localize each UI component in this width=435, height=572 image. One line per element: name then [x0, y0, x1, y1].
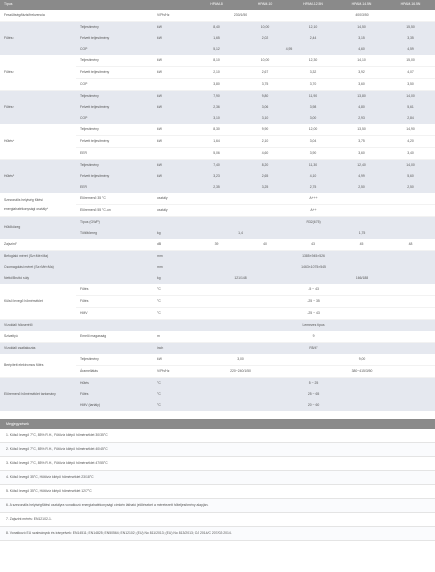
type-label: Típus: [0, 0, 192, 10]
value: 3,35: [386, 33, 435, 44]
value: 48: [386, 239, 435, 251]
model-header: HPAM-8: [192, 0, 241, 10]
value: A+++: [192, 193, 435, 205]
value: 25 ~ 65: [192, 389, 435, 400]
table-row: [0, 284, 435, 296]
value: 3,06: [241, 102, 289, 113]
note-item: 6. A szezonális helyiségfűtési osztályra vonatkozó energiahatékonysági címkén látható jelöléseket a méretezett hőteljesítmény alapján.: [0, 499, 435, 513]
table-row: [0, 91, 435, 103]
value: 43: [289, 239, 337, 251]
note-item: 1. Külső levegő 7°C, 85% R.H., Fűtővíz kilépő hőmérséklet 30/35°C: [0, 429, 435, 443]
value: 5,61: [386, 102, 435, 113]
unit: [153, 44, 192, 55]
table-row: [0, 239, 435, 251]
unit: osztály: [153, 193, 192, 205]
value: 3,75: [241, 79, 289, 91]
value: 2,84: [386, 113, 435, 124]
value: 10,00: [241, 22, 289, 34]
unit: kW: [153, 354, 192, 366]
value: 2,93: [337, 113, 386, 124]
energy-label-line: energiahatékonysági osztály⁶: [4, 206, 49, 211]
value: 1,75: [289, 228, 435, 239]
table-row: [0, 320, 435, 332]
value: 4,60: [241, 148, 289, 160]
unit: kW: [153, 124, 192, 136]
table-row: [0, 378, 435, 390]
value: 3,10: [192, 113, 241, 124]
group-label: Fűtés¹: [0, 22, 76, 56]
value: 121/148: [192, 273, 289, 284]
unit: mm: [153, 262, 192, 273]
value: 3,10: [241, 113, 289, 124]
value: 1,65: [192, 33, 241, 44]
row-label: Csomagolási méret (Sz×Mé×Ma): [0, 262, 153, 273]
unit: kW: [153, 55, 192, 67]
value: 4,60: [337, 44, 386, 55]
value: 9,80: [241, 91, 289, 103]
unit: [153, 217, 192, 229]
group-label: Fűtés²: [0, 55, 76, 91]
model-header: HPAM-14.5N: [337, 0, 386, 10]
value: 3,60: [337, 148, 386, 160]
row-label: Fűtés: [76, 284, 153, 296]
value: 1385×945×526: [192, 251, 435, 263]
table-row: [0, 251, 435, 263]
value: 14,50: [337, 22, 386, 34]
unit: dB: [153, 239, 192, 251]
table-header-row: [0, 0, 435, 10]
value: -25 ~ 43: [192, 308, 435, 320]
value: 2,44: [289, 33, 337, 44]
table-row: [0, 160, 435, 172]
value: 13,80: [337, 91, 386, 103]
note-item: 2. Külső levegő 7°C, 85% R.H., Fűtővíz kilépő hőmérséklet 40/45°C: [0, 443, 435, 457]
value: 14,00: [386, 91, 435, 103]
value: 400/3/50: [289, 10, 435, 22]
row-label: Teljesítmény: [76, 91, 153, 103]
value: 3,32: [289, 67, 337, 79]
supply-label: Feszültség/fázis/frekvencia: [0, 10, 153, 22]
unit: kW: [153, 67, 192, 79]
notes-title: Megjegyzések: [0, 419, 435, 429]
value: 1,4: [192, 228, 289, 239]
value: 7,90: [192, 91, 241, 103]
unit: °C: [153, 296, 192, 308]
note-item: 4. Külső levegő 35°C, Hűtővíz kilépő hőmérséklet 23/18°C: [0, 471, 435, 485]
unit: °C: [153, 400, 192, 411]
unit: kW: [153, 22, 192, 34]
row-label: COP: [76, 79, 153, 91]
value: 12,10: [289, 22, 337, 34]
value: 3,23: [192, 171, 241, 182]
value: 4,80: [337, 102, 386, 113]
row-label: Teljesítmény: [76, 124, 153, 136]
value: 166/188: [289, 273, 435, 284]
unit: kW: [153, 102, 192, 113]
table-row: [0, 262, 435, 273]
value: 13,50: [337, 124, 386, 136]
unit: kg: [153, 228, 192, 239]
value: 14,90: [386, 124, 435, 136]
value: 3,90: [289, 148, 337, 160]
unit: kW: [153, 33, 192, 44]
row-label: Fűtés: [76, 389, 153, 400]
value: -5 ~ 43: [192, 284, 435, 296]
value: 2,36: [192, 102, 241, 113]
value: 4,99: [337, 171, 386, 182]
unit: V/Ph/Hz: [153, 10, 192, 22]
row-label: Előremenő 55 °C-on: [76, 205, 153, 217]
value: 5,60: [386, 171, 435, 182]
value: 8,20: [241, 160, 289, 172]
unit: [153, 148, 192, 160]
unit: [153, 113, 192, 124]
row-label: Fűtés: [76, 296, 153, 308]
value: 45: [337, 239, 386, 251]
unit: kW: [153, 91, 192, 103]
row-label: Felvett teljesítmény: [76, 136, 153, 148]
value: 4,20: [386, 136, 435, 148]
value: 7,40: [192, 160, 241, 172]
value: 9,00: [289, 354, 435, 366]
model-header: HPAM-10: [241, 0, 289, 10]
value: 3,15: [337, 33, 386, 44]
row-label: HMV: [76, 308, 153, 320]
row-label: Típus (GWP): [76, 217, 153, 229]
value: 3,98: [289, 102, 337, 113]
row-label: EER: [76, 182, 153, 193]
value: 4,95: [241, 44, 337, 55]
table-row: [0, 217, 435, 229]
value: 2,02: [241, 33, 289, 44]
value: 3,75: [337, 136, 386, 148]
value: 10,00: [241, 55, 289, 67]
table-row: [0, 343, 435, 355]
unit: osztály: [153, 205, 192, 217]
value: 3,25: [241, 182, 289, 193]
table-row: [0, 354, 435, 366]
unit: V/Ph/Hz: [153, 366, 192, 378]
value: 3,80: [192, 79, 241, 91]
row-label: Zajszint⁷: [0, 239, 153, 251]
value: 4,07: [386, 67, 435, 79]
table-row: [0, 331, 435, 343]
unit: m: [153, 331, 192, 343]
row-label: Vízoldali hőcserélő: [0, 320, 192, 332]
unit: mm: [153, 251, 192, 263]
value: -25 ~ 35: [192, 296, 435, 308]
value: 3,00: [289, 113, 337, 124]
value: 15,00: [386, 55, 435, 67]
group-label: Külső levegő hőmérséklet: [0, 284, 76, 320]
row-label: Vízoldali csatlakozás: [0, 343, 153, 355]
notes-section: [0, 419, 435, 541]
value: 3,92: [337, 67, 386, 79]
unit: [153, 79, 192, 91]
value: 3,40: [386, 148, 435, 160]
value: 380~415/3/50: [289, 366, 435, 378]
value: 2,10: [192, 67, 241, 79]
row-label: Előremenő 35 °C: [76, 193, 153, 205]
row-label: Hűtés: [76, 378, 153, 390]
row-label: Emelő magasság: [76, 331, 153, 343]
note-item: 8. Vonatkozó EU szabványok és irányelvek: EN14511; EN14825; EN50564; EN12102; (EU) No 811/2013; (EU) No 813/2013; OJ 2014/C 207/02:2014.: [0, 527, 435, 541]
value: R5/4": [192, 343, 435, 355]
value: 15,50: [386, 22, 435, 34]
row-label: Teljesítmény: [76, 354, 153, 366]
group-label: Fűtés³: [0, 91, 76, 125]
value: 11,90: [289, 91, 337, 103]
note-item: 7. Zajszint mérés: EN12102-1.: [0, 513, 435, 527]
value: 12,40: [337, 160, 386, 172]
value: 9: [192, 331, 435, 343]
value: 1,64: [192, 136, 241, 148]
table-row: [0, 22, 435, 34]
value: 4,59: [386, 44, 435, 55]
unit: kW: [153, 160, 192, 172]
table-row: [0, 193, 435, 205]
value: 1463×1075×545: [192, 262, 435, 273]
row-label: COP: [76, 113, 153, 124]
table-row: [0, 55, 435, 67]
group-label: Hűtés⁴: [0, 124, 76, 160]
value: 5 ~ 25: [192, 378, 435, 390]
unit: kW: [153, 171, 192, 182]
value: 11,30: [289, 160, 337, 172]
supply-row: [0, 10, 435, 22]
note-item: 3. Külső levegő 7°C, 85% R.H., Fűtővíz kilépő hőmérséklet 47/55°C: [0, 457, 435, 471]
row-label: Felvett teljesítmény: [76, 102, 153, 113]
unit: °C: [153, 284, 192, 296]
value: 40: [241, 239, 289, 251]
value: 3,00: [192, 354, 289, 366]
value: 2,50: [337, 182, 386, 193]
unit: kg: [153, 273, 192, 284]
table-row: [0, 273, 435, 284]
unit: kW: [153, 136, 192, 148]
row-label: Befoglaló méret (Sz×Mé×Ma): [0, 251, 153, 263]
group-label: [0, 193, 76, 217]
row-label: Felvett teljesítmény: [76, 67, 153, 79]
row-label: EER: [76, 148, 153, 160]
group-label: Hűtés⁵: [0, 160, 76, 194]
row-label: COP: [76, 44, 153, 55]
value: 4,10: [289, 171, 337, 182]
row-label: Szivattyú: [0, 331, 76, 343]
value: A++: [192, 205, 435, 217]
row-label: Áramellátás: [76, 366, 153, 378]
value: 8,40: [192, 22, 241, 34]
value: 3,70: [289, 79, 337, 91]
value: 8,10: [192, 55, 241, 67]
value: 3,60: [337, 79, 386, 91]
value: 2,10: [241, 136, 289, 148]
row-label: Teljesítmény: [76, 22, 153, 34]
unit: °C: [153, 308, 192, 320]
value: 220~240/1/50: [192, 366, 289, 378]
value: 5,06: [192, 148, 241, 160]
value: 12,00: [289, 124, 337, 136]
value: 230/1/50: [192, 10, 289, 22]
row-label: HMV (tartály): [76, 400, 153, 411]
value: 2,67: [241, 67, 289, 79]
row-label: Töltőtömeg: [76, 228, 153, 239]
group-label: Hűtőközeg: [0, 217, 76, 240]
model-header: HPAM-12.5N: [289, 0, 337, 10]
value: 3,50: [386, 79, 435, 91]
value: 39: [192, 239, 241, 251]
value: 14,10: [337, 55, 386, 67]
note-item: 5. Külső levegő 35°C, Hűtővíz kilépő hőmérséklet 12/7°C: [0, 485, 435, 499]
value: 2,75: [289, 182, 337, 193]
unit: inch: [153, 343, 192, 355]
model-header: HPAM-16.5N: [386, 0, 435, 10]
row-label: Teljesítmény: [76, 55, 153, 67]
row-label: Felvett teljesítmény: [76, 33, 153, 44]
row-label: Teljesítmény: [76, 160, 153, 172]
value: 14,00: [386, 160, 435, 172]
group-label: Előremenő hőmérséklet tartomány: [0, 378, 76, 412]
row-label: Felvett teljesítmény: [76, 171, 153, 182]
table-row: [0, 124, 435, 136]
value: 5,12: [192, 44, 241, 55]
value: 12,30: [289, 55, 337, 67]
value: 20 ~ 60: [192, 400, 435, 411]
unit: [153, 182, 192, 193]
energy-label-line: Szezonális helyiség fűtési: [4, 197, 43, 202]
group-label: Beépített elektromos fűtés: [0, 354, 76, 378]
value: 2,65: [241, 171, 289, 182]
value: 3,04: [289, 136, 337, 148]
unit: °C: [153, 389, 192, 400]
value: 9,90: [241, 124, 289, 136]
value: R32(675): [192, 217, 435, 229]
value: Lemezes típus: [192, 320, 435, 332]
value: 8,30: [192, 124, 241, 136]
value: 2,50: [386, 182, 435, 193]
value: 2,35: [192, 182, 241, 193]
unit: °C: [153, 378, 192, 390]
row-label: Nettó/Bruttó súly: [0, 273, 153, 284]
